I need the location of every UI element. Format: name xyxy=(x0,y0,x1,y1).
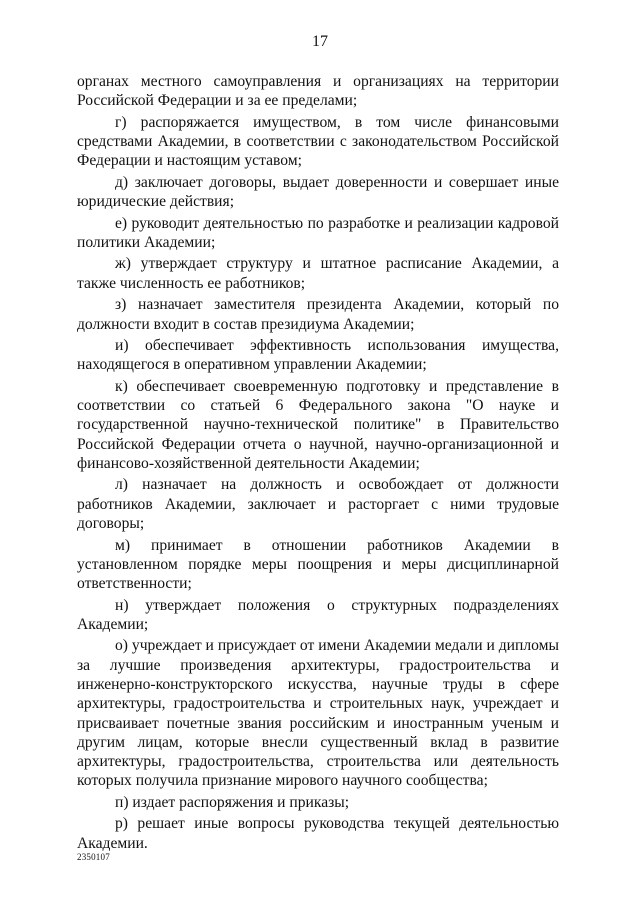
paragraph-item-zh: ж) утверждает структуру и штатное расписание Академии, а также численность ее работников; xyxy=(77,255,559,292)
paragraph-item-e: е) руководит деятельностью по разработке и реализации кадровой политики Академии; xyxy=(77,214,559,251)
paragraph-item-l: л) назначает на должность и освобождает от должности работников Академии, заключает и расторгает с ними трудовые договоры; xyxy=(77,476,559,533)
paragraph-item-g: г) распоряжается имуществом, в том числе финансовыми средствами Академии, в соответствии с законодательством Российской Федерации и настоящим уставом; xyxy=(77,113,559,170)
paragraph-item-r: р) решает иные вопросы руководства текущей деятельностью Академии. xyxy=(77,815,559,852)
paragraph-continuation: органах местного самоуправления и организациях на территории Российской Федерации и за ее пределами; xyxy=(77,73,559,110)
paragraph-item-o: о) учреждает и присуждает от имени Академии медали и дипломы за лучшие произведения архитектуры, градостроительства и инженерно-конструкторского искусства, научные труды в сфере архитектуры, градостроительства и строительных наук, учреждает и присваивает почетные звания российским и иностранным ученым и другим лицам, которые внесли существенный вклад в развитие архитектуры, градостроительства, строительства или деятельность которых получила признание мирового научного сообщества; xyxy=(77,637,559,790)
paragraph-item-m: м) принимает в отношении работников Академии в установленном порядке меры поощрения и меры дисциплинарной ответственности; xyxy=(77,536,559,593)
page-number: 17 xyxy=(312,33,328,50)
paragraph-item-n: н) утверждает положения о структурных подразделениях Академии; xyxy=(77,596,559,633)
document-code: 2350107 xyxy=(77,852,110,862)
paragraph-item-d: д) заключает договоры, выдает доверенности и совершает иные юридические действия; xyxy=(77,173,559,211)
paragraph-item-z: з) назначает заместителя президента Академии, который по должности входит в состав президиума Академии; xyxy=(77,296,559,333)
paragraph-item-p: п) издает распоряжения и приказы; xyxy=(115,793,350,811)
paragraph-item-k: к) обеспечивает своевременную подготовку и представление в соответствии со статьей 6 Федерального закона "О науке и государственной научно-технической политике" в Правительство Российской Федерации отчета о научной, научно-организационной и финансово-хозяйственной деятельности Академии; xyxy=(77,377,559,472)
document-body xyxy=(77,72,559,853)
paragraph-item-i: и) обеспечивает эффективность использования имущества, находящегося в оперативном управлении Академии; xyxy=(77,336,559,374)
